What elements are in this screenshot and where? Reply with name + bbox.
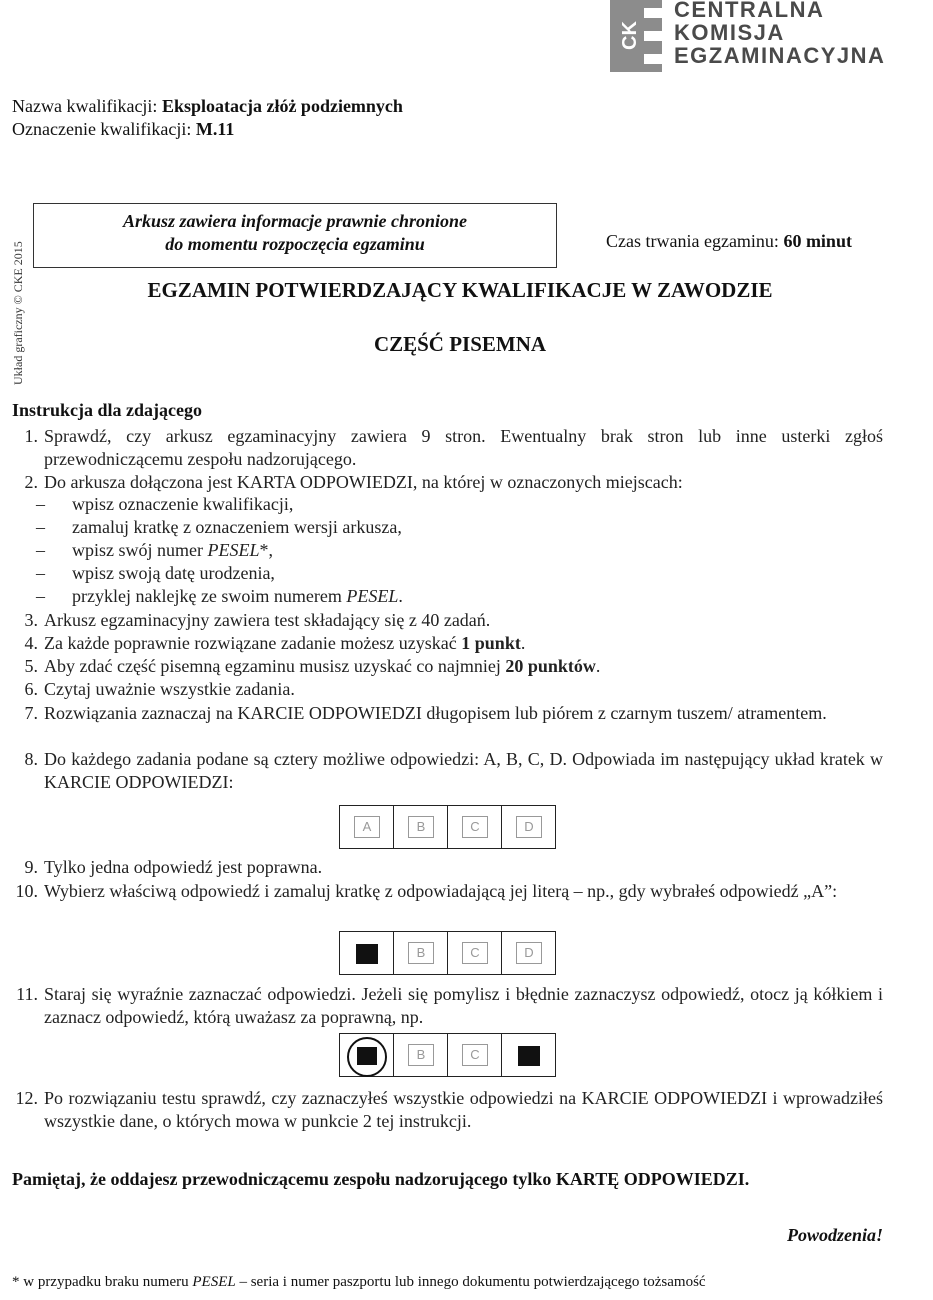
protected-info-line-1: Arkusz zawiera informacje prawnie chronione (122, 211, 468, 231)
duration-value: 60 minut (783, 231, 852, 251)
answer-cell (448, 1034, 502, 1076)
answer-cell (502, 806, 555, 848)
instruction-number: 1. (24, 426, 38, 446)
part-title: CZĘŚĆ PISEMNA (373, 332, 547, 356)
instruction-number: 10. (15, 881, 38, 901)
instructions-title: Instrukcja dla zdającego (12, 400, 202, 420)
footnote-suffix: – seria i numer paszportu lub innego dokumentu potwierdzającego tożsamość (235, 1274, 706, 1290)
subitem-text: wpisz swoją datę urodzenia, (72, 563, 275, 583)
instruction-text: Sprawdź, czy arkusz egzaminacyjny zawiera 9 stron. Ewentualny brak stron lub inne usterki zgłoś przewodniczącemu zespołu nadzorującego. (44, 426, 883, 469)
answer-cell (394, 1034, 448, 1076)
filled-box (356, 944, 378, 964)
answer-box-b: B (408, 942, 434, 964)
layout-copyright-note: Układ graficzny © CKE 2015 (11, 241, 25, 385)
instruction-text: Czytaj uważnie wszystkie zadania. (44, 679, 295, 699)
instruction-text: Po rozwiązaniu testu sprawdź, czy zaznaczyłeś wszystkie odpowiedzi na KARCIE ODPOWIEDZI i wprowadziłeś wszystkie dane, o których mowa w punkcie 2 tej instrukcji. (44, 1088, 883, 1131)
answer-cell (502, 1034, 555, 1076)
answer-box-c: C (462, 1044, 488, 1066)
answer-cell (340, 932, 394, 974)
answer-cell (340, 1034, 394, 1076)
instruction-text: Wybierz właściwą odpowiedź i zamaluj kratkę z odpowiadającą jej literą – np., gdy wybrałeś odpowiedź „A”: (44, 881, 838, 901)
subitem-text: przyklej naklejkę ze swoim numerem (72, 586, 347, 606)
subitem-text: zamaluj kratkę z oznaczeniem wersji arkusza, (72, 517, 402, 537)
subitem-text-end: . (398, 586, 403, 606)
instruction-number: 5. (24, 656, 38, 676)
answer-box-a: A (354, 816, 380, 838)
instruction-number: 11. (16, 984, 38, 1004)
answer-box-b: B (408, 816, 434, 838)
answer-grid-example-corrected (339, 1033, 556, 1077)
instruction-number: 7. (24, 703, 38, 723)
protected-info-box (33, 203, 557, 268)
qualification-code-label: Oznaczenie kwalifikacji: (12, 119, 196, 139)
instruction-text: Tylko jedna odpowiedź jest poprawna. (44, 857, 323, 877)
qualification-name-value: Eksploatacja złóż podziemnych (161, 96, 403, 116)
answer-cell (448, 806, 502, 848)
instruction-text: Aby zdać część pisemną egzaminu musisz uzyskać co najmniej (44, 656, 506, 676)
answer-cell (448, 932, 502, 974)
footnote (12, 1274, 706, 1291)
answer-grid-example-empty (339, 805, 556, 849)
answer-cell (394, 806, 448, 848)
good-luck: Powodzenia! (786, 1225, 883, 1245)
exam-duration (606, 231, 852, 252)
answer-cell (394, 932, 448, 974)
pesel-term: PESEL (207, 540, 260, 560)
instruction-text: Do arkusza dołączona jest KARTA ODPOWIEDZI, na której w oznaczonych miejscach: (44, 472, 683, 492)
answer-cell (502, 932, 555, 974)
answer-grid-example-marked (339, 931, 556, 975)
subitem-text: wpisz oznaczenie kwalifikacji, (72, 494, 294, 514)
protected-info-line-2: do momentu rozpoczęcia egzaminu (165, 234, 425, 254)
points-value: 20 punktów (505, 656, 596, 676)
instruction-number: 4. (24, 633, 38, 653)
instruction-text: Do każdego zadania podane są cztery możliwe odpowiedzi: A, B, C, D. Odpowiada im następujący układ kratek w KARCIE ODPOWIEDZI: (44, 749, 883, 792)
instruction-number: 6. (24, 679, 38, 699)
subitem-text-end: *, (259, 540, 273, 560)
final-reminder: Pamiętaj, że oddajesz przewodniczącemu zespołu nadzorującego tylko KARTĘ ODPOWIEDZI. (12, 1169, 750, 1189)
answer-box-d: D (516, 942, 542, 964)
points-value: 1 punkt (461, 633, 521, 653)
footnote-prefix: * w przypadku braku numeru (12, 1274, 193, 1290)
answer-box-c: C (462, 816, 488, 838)
pesel-term: PESEL (346, 586, 399, 606)
answer-box-d: D (516, 816, 542, 838)
cke-logo (610, 0, 900, 74)
instruction-number: 2. (24, 472, 38, 492)
logo-mark-text: CK (618, 21, 641, 50)
instruction-number: 8. (24, 749, 38, 769)
instruction-text-end: . (595, 656, 601, 676)
qualification-info (12, 95, 403, 141)
qualification-name-label: Nazwa kwalifikacji: (12, 96, 162, 116)
answer-box-c: C (462, 942, 488, 964)
duration-label: Czas trwania egzaminu: (606, 231, 784, 251)
instruction-text-end: . (520, 633, 526, 653)
subitem-text: wpisz swój numer (72, 540, 208, 560)
logo-line-3: EGZAMINACYJNA (674, 43, 886, 68)
answer-cell (340, 806, 394, 848)
instruction-number: 3. (24, 610, 38, 630)
instruction-text: Rozwiązania zaznaczaj na KARCIE ODPOWIEDZI długopisem lub piórem z czarnym tuszem/ atramentem. (44, 703, 827, 723)
logo-line-2: KOMISJA (674, 20, 785, 45)
logo-line-1: CENTRALNA (674, 0, 825, 22)
instruction-text: Staraj się wyraźnie zaznaczać odpowiedzi. Jeżeli się pomylisz i błędnie zaznaczysz odpowiedź, otocz ją kółkiem i zaznacz odpowiedź, którą uważasz za poprawną, np. (44, 984, 883, 1027)
pesel-term: PESEL (192, 1274, 236, 1290)
instruction-text: Arkusz egzaminacyjny zawiera test składający się z 40 zadań. (44, 610, 491, 630)
instruction-number: 12. (15, 1088, 38, 1108)
instruction-text: Za każde poprawnie rozwiązane zadanie możesz uzyskać (44, 633, 462, 653)
cke-logo-mark (610, 0, 662, 72)
exam-title: EGZAMIN POTWIERDZAJĄCY KWALIFIKACJE W ZAWODZIE (147, 278, 773, 302)
logo-wordmark (674, 0, 885, 67)
qualification-code-value: M.11 (195, 119, 235, 139)
filled-box (518, 1046, 540, 1066)
answer-box-b: B (408, 1044, 434, 1066)
instruction-number: 9. (24, 857, 38, 877)
filled-box (357, 1047, 377, 1065)
